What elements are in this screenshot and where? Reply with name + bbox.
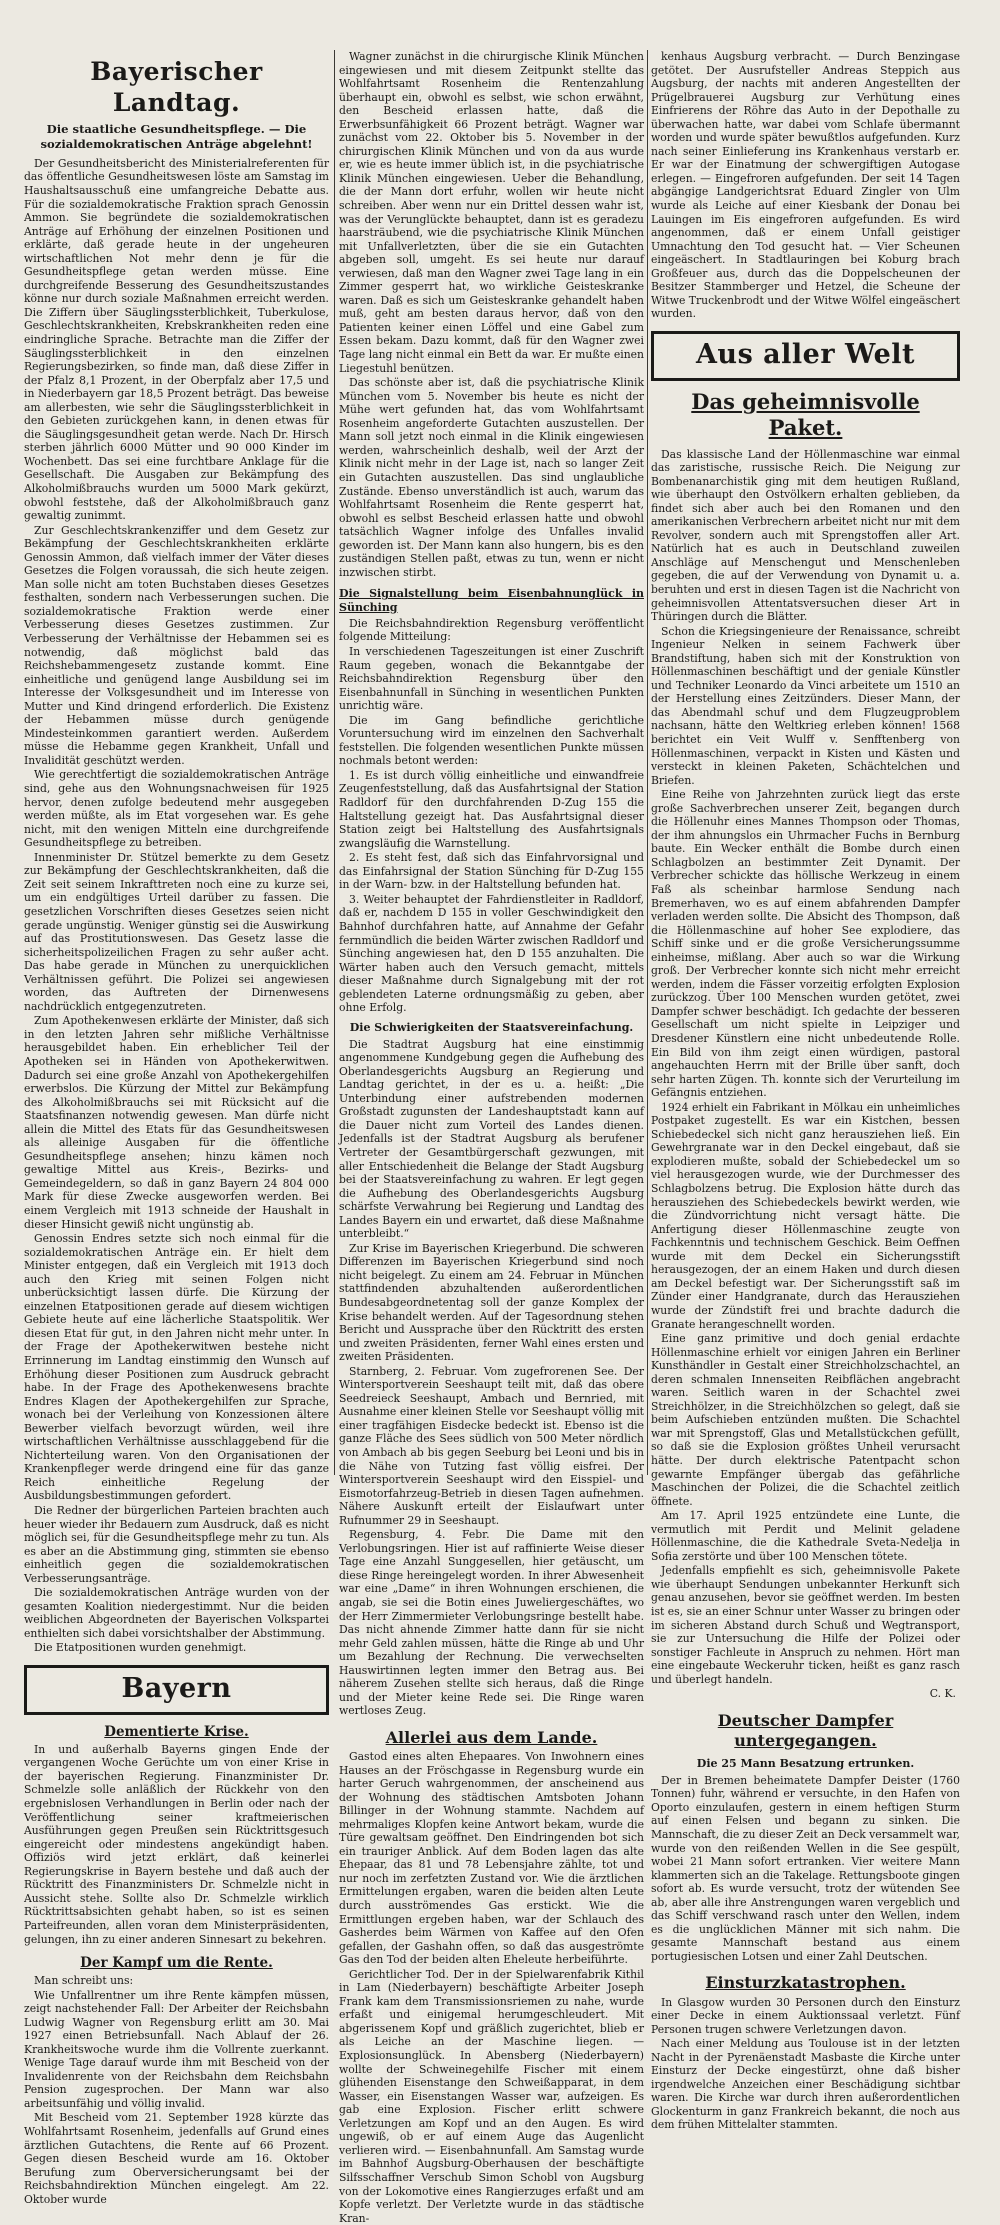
paragraph: Man schreibt uns: <box>34 1973 134 1987</box>
paragraph: Die im Gang befindliche gerichtliche Voruntersuchung wird im einzelnen den Sachverhalt feststellen. Die folgenden wesentlichen Punkte müssen nochmals betont werden: <box>339 713 644 768</box>
paragraph: In Glasgow wurden 30 Personen durch den Einsturz einer Decke in einem Auktionssaal verletzt. Fünf Personen trugen schwere Verletzungen davon. <box>651 1995 960 2036</box>
article-title-staat: Die Schwierigkeiten der Staatsvereinfachung. <box>349 1020 634 1034</box>
paragraph: Jedenfalls empfiehlt es sich, geheimnisvolle Pakete wie überhaupt Sendungen unbekannter Herkunft sich genau anzusehen, bevor sie geöffnet werden. Im besten ist es, sie an einer Schnur unter Wasser zu bringen oder im sicheren Abstand durch Schuß und Wegtransport, sie zur Untersuchung die Hilfe der Polizei oder sonstiger Fachleute in Anspruch zu nehmen. Hört man eine eingebaute Weckeruhr ticken, heißt es ganz rasch und überlegt handeln. <box>651 1564 960 1686</box>
paragraph: Eine ganz primitive und doch genial erdachte Höllenmaschine erhielt vor einigen Jahren ein Berliner Kunsthändler in Gestalt einer Streichholzschachtel, an deren schmalen Innenseiten Reibflächen angebracht waren. Seitlich waren in der Schachtel zwei Streichhölzer, in die Streichhölzchen so gelegt, daß sie beim Aufschieben entzünden mußten. Die Schachtel war mit Sprengstoff, Glas und Metallstückchen gefüllt, so daß sie die Explosion größtes Unheil verursacht hätte. Der durch elektrische Patentpacht schon gewarnte Empfänger übergab das gefährliche Maschinchen der Polizei, die die Schachtel zeitlich öffnete. <box>651 1332 960 1508</box>
paragraph: Zur Geschlechtskrankenziffer und dem Gesetz zur Bekämpfung der Geschlechtskrankheiten erklärte Genossin Ammon, daß vielfach immer der Väter dieses Gesetzes die Folgen voraussah, die sich heute zeigen. Man solle nicht am toten Buchstaben dieses Gesetzes festhalten, sondern nach Verbesserungen suchen. Die sozialdemokratische Fraktion werde einer Verbesserung dieses Gesetzes zustimmen. Zur Verbesserung der Verhältnisse der Hebammen sei es notwendig, daß möglichst bald das Reichshebammengesetz zustande kommt. Eine einheitliche und genügend lange Ausbildung sei im Interesse der Volksgesundheit und im Interesse von Mutter und Kind dringend erforderlich. Die Existenz der Hebammen müsse durch genügende Mindesteinkommen garantiert werden. Außerdem müsse die Hebamme gegen Krankheit, Unfall und Invalidität geschützt werden. <box>24 523 329 767</box>
paragraph: Zum Apothekenwesen erklärte der Minister, daß sich in den letzten Jahren sehr mißliche Verhältnisse herausgebildet haben. Ein erheblicher Teil der Apotheken sei in Händen von Apothekerwitwen. Dadurch sei eine große Anzahl von Apothekergehilfen erwerbslos. Die Kürzung der Mittel zur Bekämpfung des Alkoholmißbrauchs sei mit Rücksicht auf die Staatsfinanzen notwendig gewesen. Man dürfe nicht allein die Mittel des Etats für das Gesundheitswesen als alleinige Ausgaben für die öffentliche Gesundheitspflege ansehen; hinzu kämen noch gewaltige Mittel aus Kreis-, Bezirks- und Gemeindegeldern, so daß in ganz Bayern 24 804 000 Mark für diese Zwecke ausgeworfen werden. Bei einem Vergleich mit 1913 schneide der Haushalt in dieser Hinsicht gewiß nicht ungünstig ab. <box>24 1014 329 1231</box>
article-title-krise: Dementierte Krise. <box>104 1723 249 1740</box>
paragraph: Die Reichsbahndirektion Regensburg veröffentlicht folgende Mitteilung: <box>339 616 644 644</box>
paragraph: Zur Krise im Bayerischen Kriegerbund. Die schweren Differenzen im Bayerischen Kriegerbund sind noch nicht beigelegt. Zu einem am 24. Februar in München stattfindenden abzuhaltenden außerordentlichen Bundesabgeordnetentag soll der ganze Komplex der Krise behandelt werden. Auf der Tagesordnung stehen Bericht und Aussprache über den Rücktritt des ersten und zweiten Präsidenten, ferner Wahl eines ersten und zweiten Präsidenten. <box>339 1241 644 1364</box>
article-title-dampfer: Deutscher Dampfer untergegangen. <box>717 1710 894 1750</box>
paragraph: Das schönste aber ist, daß die psychiatrische Klinik München vom 5. November bis heute es nicht der Mühe wert gefunden hat, das vom Wohlfahrtsamt Rosenheim angeforderte Gutachten auszustellen. Der Mann soll jetzt noch einmal in die Klinik eingewiesen werden, wahrscheinlich deshalb, weil der Arzt der Klinik nicht mehr in der Lage ist, nach so langer Zeit ein Gutachten auszustellen. Das sind unglaubliche Zustände. Ebenso unverständlich ist auch, warum das Wohlfahrtsamt Rosenheim die Rente gesperrt hat, obwohl es selbst Bescheid erlassen hatte und obwohl tatsächlich Wagner infolge des Unfalles invalid geworden ist. Der Mann kann also hungern, bis es den zuständigen Stellen paßt, etwas zu tun, wenn er nicht inzwischen stirbt. <box>339 376 644 579</box>
article-subtitle-dampfer: Die 25 Mann Besatzung ertrunken. <box>696 1756 915 1770</box>
paragraph: Mit Bescheid vom 21. September 1928 kürzte das Wohlfahrtsamt Rosenheim, jedenfalls auf Grund eines ärztlichen Gutachtens, die Rente auf 66 Prozent. Gegen diesen Bescheid wurde am 16. Oktober Berufung zum Oberversicherungsamt bei der Reichsbahndirektion München eingelegt. Am 22. Oktober wurde <box>24 2111 329 2206</box>
paragraph: Die Etatpositionen wurden genehmigt. <box>34 1641 247 1655</box>
paragraph: 3. Weiter behauptet der Fahrdienstleiter in Radldorf, daß er, nachdem D 155 in voller Geschwindigkeit den Bahnhof durchfahren hatte, auf Annahme der Gefahr fernmündlich die beiden Wärter zwischen Radldorf und Sünching angewiesen hat, den D 155 anzuhalten. Die Wärter haben auch den Versuch gemacht, mittels dieser Maßnahme durch Signalgebung mit der rot geblendeten Laterne ordnungsmäßig zu geben, aber ohne Erfolg. <box>339 892 644 1015</box>
paragraph: Starnberg, 2. Februar. Vom zugefrorenen See. Der Wintersportverein Seeshaupt teilt mit, daß das obere Seedreieck Seeshaupt, Ambach und Bernried, mit Ausnahme einer kleinen Stelle vor Seeshaupt völlig mit einer tragfähigen Eisdecke bedeckt ist. Ebenso ist die ganze Fläche des Sees südlich von 500 Meter nördlich von Ambach ab bis gegen Seeburg bei Leoni und bis in die Nähe von Tutzing fast völlig eisfrei. Der Wintersportverein Seeshaupt wird den Eisspiel- und Eismotorfahrzeug-Betrieb in diesen Tagen aufnehmen. Nähere Auskunft erteilt der Eislaufwart unter Rufnummer 29 in Seeshaupt. <box>339 1364 644 1527</box>
landtag-body <box>24 157 329 1655</box>
section-header-bayern: Bayern <box>24 1665 329 1715</box>
paragraph: Innenminister Dr. Stützel bemerkte zu dem Gesetz zur Bekämpfung der Geschlechtskrankheiten, daß die Zeit seit seinem Inkrafttreten noch eine zu kurze sei, um ein endgültiges Urteil darüber zu fassen. Die gesetzlichen Vorschriften dieses Gesetzes seien nicht gerade ungünstig. Weniger günstig sei die Auswirkung auf das Prostitutionswesen. Das Gesetz lasse die sicherheitspolizeilichen Fragen zu sehr außer acht. Das habe gerade in München zu unerquicklichen Verhältnissen geführt. Die Polizei sei angewiesen worden, das Auftreten der Dirnenwesens nachdrücklich entgegenzutreten. <box>24 850 329 1013</box>
paragraph: Der in Bremen beheimatete Dampfer Deister (1760 Tonnen) fuhr, während er versuchte, in den Hafen von Oporto einzulaufen, gestern in einem heftigen Sturm auf einen Felsen und begann zu sinken. Die Mannschaft, die zu dieser Zeit an Deck versammelt war, wurde von den reißenden Wellen in die See gespült, wobei 21 Mann sofort ertranken. Vier weitere Mann klammerten sich an die Takelage. Rettungsboote gingen sofort ab. Es wurde versucht, trotz der wütenden See ab, aber alle ihre Anstrengungen waren vergeblich und das Schiff verschwand rasch unter den Wellen, indem es die unglücklichen Männer mit sich nahm. Die gesamte Mannschaft bestand aus einem portugiesischen Lotsen und einer Zahl Deutschen. <box>651 1773 960 1963</box>
article-title-einsturz: Einsturzkatastrophen. <box>705 1973 906 1993</box>
article-title-paket: Das geheimnisvolle Paket. <box>691 388 920 441</box>
article-subtitle-landtag: Die staatliche Gesundheitspflege. — Die sozialdemokratischen Anträge abgelehnt! <box>40 121 313 151</box>
article-title-signal: Die Signalstellung beim Eisenbahnunglück in Sünching <box>339 587 644 615</box>
article-title-allerlei: Allerlei aus dem Lande. <box>385 1727 598 1747</box>
paragraph: Wie Unfallrentner um ihre Rente kämpfen müssen, zeigt nachstehender Fall: Der Arbeiter der Reichsbahn Ludwig Wagner von Regensburg erlitt am 30. Mai 1927 einen Betriebsunfall. Nach Ablauf der 26. Krankheitswoche wurde ihm die Vollrente zuerkannt. Wenige Tage darauf wurde ihm mit Bescheid von der Invalidenrente von der Reichsbahn dem Reichsbahn Pension zugesprochen. Der Mann war also arbeitsunfähig und völlig invalid. <box>24 1988 329 2110</box>
column-divider <box>647 50 648 1475</box>
author-signature: C. K. <box>929 1687 956 1701</box>
paragraph: In und außerhalb Bayerns gingen Ende der vergangenen Woche Gerüchte um von einer Krise in der bayerischen Regierung. Finanzminister Dr. Schmelzle solle anläßlich der Rückkehr von den ergebnislosen Verhandlungen in Berlin oder nach der Veröffentlichung seiner kraftmeierischen Ausführungen gegen Preußen sein Rücktrittsgesuch eingereicht oder mindestens angekündigt haben. Offiziös wird jetzt erklärt, daß keinerlei Regierungskrise in Bayern bestehe und daß auch der Rücktritt des Finanzministers Dr. Schmelzle nicht in Aussicht stehe. Sollte also Dr. Schmelzle wirklich Rücktrittsabsichten gehabt haben, so ist es seinen Parteifreunden, allen voran dem Ministerpräsidenten, gelungen, ihn zu einer anderen Sinnesart zu bekehren. <box>24 1742 329 1946</box>
column-right <box>651 50 960 2132</box>
paragraph: Wie gerechtfertigt die sozialdemokratischen Anträge sind, gehe aus den Wohnungsnachweisen für 1925 hervor, denen zufolge bedeutend mehr ausgegeben werden müßte, als im Etat vorgesehen war. Es gehe nicht, mit den wenigen Mitteln eine durchgreifende Gesundheitspflege zu betreiben. <box>24 768 329 850</box>
paragraph: Genossin Endres setzte sich noch einmal für die sozialdemokratischen Anträge ein. Er hielt dem Minister entgegen, daß ein Vergleich mit 1913 doch auch den Krieg mit seinen Folgen nicht unberücksichtigt lassen dürfe. Die Kürzung der einzelnen Etatpositionen gerade auf diesem wichtigen Gebiete heute auf eine lächerliche Staatspolitik. Wer diesen Etat für gut, in den Jahren nicht mehr unter. In der Frage der Apothekerwitwen bestehe nicht Errinnerung im Landtag einstimmig den Wunsch auf Erhöhung dieser Positionen zum Ausdruck gebracht habe. In der Frage des Apothekenwesens brachte Endres Klagen der Apothekergehilfen zur Sprache, wonach bei der Verleihung von Konzessionen ältere Bewerber vielfach bevorzugt würden, weil ihre wirtschaftlichen Verhältnisse ausschlaggebend für die Nichterteilung waren. Von den Organisationen der Krankenpfleger werde dringend eine für das ganze Reich einheitliche Regelung der Ausbildungsbestimmungen gefordert. <box>24 1232 329 1503</box>
paragraph: Die Stadtrat Augsburg hat eine einstimmig angenommene Kundgebung gegen die Aufhebung des Oberlandesgerichts Augsburg an Regierung und Landtag gerichtet, in der es u. a. heißt: „Die Unterbindung einer aufstrebenden modernen Großstadt zugunsten der Landeshauptstadt kann auf die Dauer nicht zum Vorteil des Landes dienen. Jedenfalls ist der Stadtrat Augsburg als berufener Vertreter der Gesamtbürgerschaft gezwungen, mit aller Entschiedenheit die Belange der Stadt Augsburg bei der Staatsvereinfachung zu wahren. Er legt gegen die Aufhebung des Oberlandesgerichts Augsburg schärfste Verwahrung bei Regierung und Landtag des Landes Bayern ein und erwartet, daß diese Maßnahme unterbleibt.“ <box>339 1037 644 1241</box>
paragraph: Regensburg, 4. Febr. Die Dame mit den Verlobungsringen. Hier ist auf raffinierte Weise dieser Tage eine Anzahl Sunggesellen, hier getäuscht, um diese Ringe hereingelegt worden. In ihrer Abwesenheit war eine „Dame“ in ihren Wohnungen erschienen, die angab, sie sei die Botin eines Juweliergeschäftes, wo der Herr Zimmermieter Verlobungsringe bestellt habe. Das nicht ahnende Zimmer hatte dann für sie nicht mehr Geld zahlen müssen, hätte die Ringe ab und Uhr um Bezahlung der Rechnung. Die verwechselten Hauswirtinnen legten immer den Betrag aus. Bei näherem Zusehen stellte sich heraus, daß die Ringe und der Mieter keine Rede sei. Die Ringe waren wertloses Zeug. <box>339 1528 644 1718</box>
column-divider <box>334 50 335 1475</box>
paragraph: Schon die Kriegsingenieure der Renaissance, schreibt Ingenieur Nelken in seinem Fachwerk über Brandstiftung, haben sich mit der Konstruktion von Höllenmaschinen beschäftigt und der geniale Künstler und Techniker Leonardo da Vinci arbeitete um 1510 an der Herstellung eines Zeitzünders. Dieser Mann, der das Abendmahl schuf und dem Flugzeugproblem nachsann, hätte den Weltkrieg erleben können! 1568 berichtet ein Veit Wulff v. Senfftenberg von Höllenmaschinen, verpackt in Kisten und Kästen und versteckt in kleinen Paketen, Schächtelchen und Briefen. <box>651 624 960 787</box>
article-title-rente: Der Kampf um die Rente. <box>80 1955 273 1972</box>
paragraph: Das klassische Land der Höllenmaschine war einmal das zaristische, russische Reich. Die Neigung zur Bombenanarchistik ging mit dem heutigen Rußland, wie überhaupt den Ostvölkern erhalten geblieben, da findet sich aber auch bei den Romanen und den amerikanischen Verbrechern arbeitet nicht nur mit dem Revolver, sondern auch mit Sprengstoffen aller Art. Natürlich hat es auch in Deutschland zuweilen Anschläge auf Menschengut und Menschenleben gegeben, die auf der Verwendung von Dynamit u. a. beruhten und erst in diesen Tagen ist die Nachricht von geheimnisvollen Attentatsversuchen dieser Art in Thüringen durch die Blätter. <box>651 447 960 624</box>
paragraph: In verschiedenen Tageszeitungen ist einer Zuschrift Raum gegeben, wonach die Bekanntgabe der Reichsbahndirektion Regensburg über den Eisenbahnunfall in Sünching in wesentlichen Punkten unrichtig wäre. <box>339 645 644 713</box>
paragraph: 1924 erhielt ein Fabrikant in Mölkau ein unheimliches Postpaket zugestellt. Es war ein Kistchen, bessen Schiebedeckel sich nicht ganz herausziehen ließ. Ein Gewehrgranate war in den Deckel eingebaut, daß sie explodieren mußte, sobald der Schiebedeckel um so viel herausgezogen wurde, wie der Durchmesser des Schlagbolzens betrug. Die Explosion hätte durch das herausziehen des Schiebedeckels bewirkt werden, wie die Zündvorrichtung nicht versagt hätte. Die Anfertigung dieser Höllenmaschine zeugte von Fachkenntnis und technischem Geschick. Beim Oeffnen wurde mit dem Deckel ein Sicherungsstift herausgezogen, der an einem Haken und durch diesen am Deckel befestigt war. Der Sicherungsstift saß im Zünder einer Handgranate, durch das Herausziehen wurde der Zündstift frei und brachte dadurch die Granate herangeschnellt worden. <box>651 1100 960 1331</box>
paragraph: Wagner zunächst in die chirurgische Klinik München eingewiesen und mit diesem Zeitpunkt stellte das Wohlfahrtsamt Rosenheim die Rentenzahlung überhaupt ein, obwohl es selbst, wie schon erwähnt, den Bescheid erlassen hatte, daß die Erwerbsunfähigkeit 66 Prozent beträgt. Wagner war zunächst vom 22. Oktober bis 5. November in der chirurgischen Klinik München und von da aus wurde er, wie es heute immer üblich ist, in die psychiatrische Klinik München eingewiesen. Ueber die Behandlung, die der Mann dort erfuhr, wollen wir heute nicht schreiben. Aber wenn nur ein Drittel dessen wahr ist, was der Verunglückte behauptet, dann ist es geradezu haarsträubend, wie die psychiatrische Klinik München mit Unfallverletzten, über die sie ein Gutachten abgeben soll, umgeht. Es sei heute nur darauf verwiesen, daß man den Wagner zwei Tage lang in ein Zimmer gesperrt hat, wo wirkliche Geisteskranke waren. Daß es sich um Geisteskranke gehandelt haben muß, geht am besten daraus hervor, daß von den Patienten keiner einen Löffel und eine Gabel zum Essen bekam. Dazu kommt, daß für den Wagner zwei Tage lang nicht einmal ein Bett da war. Er mußte einen Liegestuhl benützen. <box>339 50 644 375</box>
paragraph: Am 17. April 1925 entzündete eine Lunte, die vermutlich mit Perdit und Melinit geladene Höllenmaschine, die die Kathedrale Sveta-Nedelja in Sofia zerstörte und über 100 Menschen tötete. <box>651 1509 960 1563</box>
paragraph: Gerichtlicher Tod. Der in der Spielwarenfabrik Kithil in Lam (Niederbayern) beschäftigte Arbeiter Joseph Frank kam dem Transmissionsriemen zu nahe, wurde erfaßt und einigemal herumgeschleudert. Mit abgerissenem Kopf und gräßlich zugerichtet, blieb er als Leiche an der Maschine liegen. — Explosionsunglück. In Abensberg (Niederbayern) wollte der Schweinegehilfe Fischer mit einem glühenden Eisenstange den Schweißapparat, in dem Wasser, ein Eisenstangen Wasser war, aufzeigen. Es gab eine Explosion. Fischer erlitt schwere Verletzungen am Kopf und an den Augen. Es wird ungewiß, ob er auf einem Auge das Augenlicht verlieren wird. — Eisenbahnunfall. Am Samstag wurde im Bahnhof Augsburg-Oberhausen der beschäftigte Silfsschaffner Verschub Simon Schobl von Augsburg von der Lokomotive eines Rangierzuges erfaßt und am Kopfe verletzt. Der Verletzte wurde in das städtische Kran- <box>339 1967 644 2225</box>
paragraph: 1. Es ist durch völlig einheitliche und einwandfreie Zeugenfeststellung, daß das Ausfahrtsignal der Station Radldorf für den durchfahrenden D-Zug 155 die Haltstellung gezeigt hat. Das Ausfahrtsignal dieser Station zeigt bei Haltstellung des Ausfahrtsignals zwangsläufig die Warnstellung. <box>339 768 644 850</box>
section-header-aus-aller-welt: Aus aller Welt <box>651 331 960 381</box>
paragraph: Gastod eines alten Ehepaares. Von Inwohnern eines Hauses an der Fröschgasse in Regensburg wurde ein harter Geruch wahrgenommen, der anscheinend aus der Wohnung des städtischen Amtsboten Johann Billinger in der Wohnung stammte. Nachdem auf mehrmaliges Klopfen keine Antwort bekam, wurde die Türe gewaltsam geöffnet. Den Eindringenden bot sich ein trauriger Anblick. Auf dem Boden lagen das alte Ehepaar, das 81 und 78 Lebensjahre zählte, tot und nur noch im zerfetzten Zustand vor. Wie die ärztlichen Ermittelungen ergaben, waren die beiden alten Leute durch ausströmendes Gas erstickt. Wie die Ermittlungen ergeben haben, war der Schlauch des Gasherdes beim Wärmen von Kaffee auf den Ofen gefallen, der Gashahn offen, so daß das ausgeströmte Gas den Tod der beiden alten Eheleute herbeiführte. <box>339 1750 644 1967</box>
paragraph: 2. Es steht fest, daß sich das Einfahrvorsignal und das Einfahrsignal der Station Sünching für D-Zug 155 in der Warn- bzw. in der Haltstellung befunden hat. <box>339 851 644 892</box>
article-title-landtag: Bayerischer Landtag. <box>90 57 263 118</box>
paragraph: Der Gesundheitsbericht des Ministerialreferenten für das öffentliche Gesundheitswesen löste am Samstag im Haushaltsausschuß eine umfangreiche Debatte aus. Für die sozialdemokratische Fraktion sprach Genossin Ammon. Sie begründete die sozialdemokratischen Anträge auf Erhöhung der einzelnen Positionen und erklärte, daß gerade heute in der ungeheuren wirtschaftlichen Not mehr denn je für die Gesundheitspflege getan werden müsse. Eine durchgreifende Besserung des Gesundheitszustandes könne nur durch soziale Maßnahmen erreicht werden. Die Ziffern über Säuglingssterblichkeit, Tuberkulose, Geschlechtskrankheiten, Krebskrankheiten reden eine eindringliche Sprache. Betrachte man die Ziffer der Säuglingssterblichkeit in den einzelnen Regierungsbezirken, so finde man, daß diese Ziffer in der Pfalz 8,1 Prozent, in der Oberpfalz aber 17,5 und in Niederbayern gar 18,5 Prozent beträgt. Das beweise am allerbesten, wie sehr die Säuglingssterblichkeit in den Gebieten zurückgehen kann, in denen etwas für die Säuglingsgesundheit getan werde. Nach Dr. Hirsch sterben jährlich 6000 Mütter und 90 000 Kinder im Wochenbett. Das sei eine furchtbare Anklage für die Gesellschaft. Die Ausgaben zur Bekämpfung des Alkoholmißbrauchs wurden um 5000 Mark gekürzt, obwohl feststehe, daß der Alkoholmißbrauch ganz gewaltig zunimmt. <box>24 156 329 523</box>
paragraph: Nach einer Meldung aus Toulouse ist in der letzten Nacht in der Pyrenäenstadt Masbaste die Kirche unter Einsturz der Decke eingestürzt, ohne daß bisher irgendwelche Anzeichen einer Beschädigung sichtbar waren. Die Kirche war durch ihren außerordentlichen Glockenturm in ganz Frankreich bekannt, die noch aus dem frühen Mittelalter stammten. <box>651 2037 960 2132</box>
paragraph: Die sozialdemokratischen Anträge wurden von der gesamten Koalition niedergestimmt. Nur die beiden weiblichen Abgeordneten der Bayerischen Volkspartei enthielten sich dabei vorsichtshalber der Abstimmung. <box>24 1586 329 1640</box>
column-middle <box>339 50 644 2225</box>
column-left <box>24 50 329 2206</box>
paragraph: Die Redner der bürgerlichen Parteien brachten auch heuer wieder ihr Bedauern zum Ausdruck, daß es nicht möglich sei, für die Gesundheitspflege mehr zu tun. Als es aber an die Abstimmung ging, stimmten sie ebenso einheitlich gegen die sozialdemokratischen Verbesserungsanträge. <box>24 1504 329 1585</box>
paragraph: kenhaus Augsburg verbracht. — Durch Benzingase getötet. Der Ausrufsteller Andreas Steppich aus Augsburg, der nachts mit anderen Angestellten der Prügelbrauerei Augsburg zur Verhütung eines Einfrierens der Röhre das Auto in der Depothalle zu überwachen hatte, war dabei vom Schlafe übermannt worden und wurde später bewußtlos aufgefunden. Kurz nach seiner Einlieferung ins Krankenhaus verstarb er. Er war der Einatmung der schwergiftigen Autogase erlegen. — Eingefroren aufgefunden. Der seit 14 Tagen abgängige Landgerichtsrat Eduard Zingler von Ulm wurde als Leiche auf einer Kiesbank der Donau bei Lauingen im Eis eingefroren aufgefunden. Es wird angenommen, daß er einem Unfall geistiger Umnachtung den Tod gesucht hat. — Vier Scheunen eingeäschert. In Stadtlauringen bei Koburg brach Großfeuer aus, durch das die Doppelscheunen der Besitzer Stammberger und Hetzel, die Scheune der Witwe Truckenbrodt und der Witwe Wölfel eingeäschert wurden. <box>651 50 960 321</box>
paragraph: Eine Reihe von Jahrzehnten zurück liegt das erste große Sachverbrechen unserer Zeit, begangen durch die Höllenuhr eines Mannes Thompson oder Thomas, der ihm ahnungslos ein Uhrmacher Fuchs in Bernburg baute. Ein Wecker enthält die Bombe durch einen Schlagbolzen an bestimmter Zeit Dynamit. Der Verbrecher schickte das höllische Werkzeug in einem Faß als scheinbar harmlose Sendung nach Bremerhaven, wo es auf einem abfahrenden Dampfer verladen werden sollte. Die Absicht des Thompson, daß die Höllenmaschine auf hoher See explodiere, das Schiff sinke und er die große Versicherungssumme einheimse, mißlang. Aber auch so war die Wirkung groß. Der Verbrecher konnte sich nicht mehr erreicht werden, indem die Fässer vorzeitig erfolgten Explosion zurückzog. Über 100 Menschen wurden getötet, zwei Dampfer schwer beschädigt. Ich gedachte der besseren Gesellschaft um nicht spielte in Leipziger und Dresdener Künstlern eine nicht unbedeutende Rolle. Ein Bild von ihm zeigt einen würdigen, pastoral angehauchten Herrn mit der Brille über sanft, doch sehr harten Zügen. Th. konnte sich der Verurteilung im Gefängnis entziehen. <box>651 788 960 1100</box>
